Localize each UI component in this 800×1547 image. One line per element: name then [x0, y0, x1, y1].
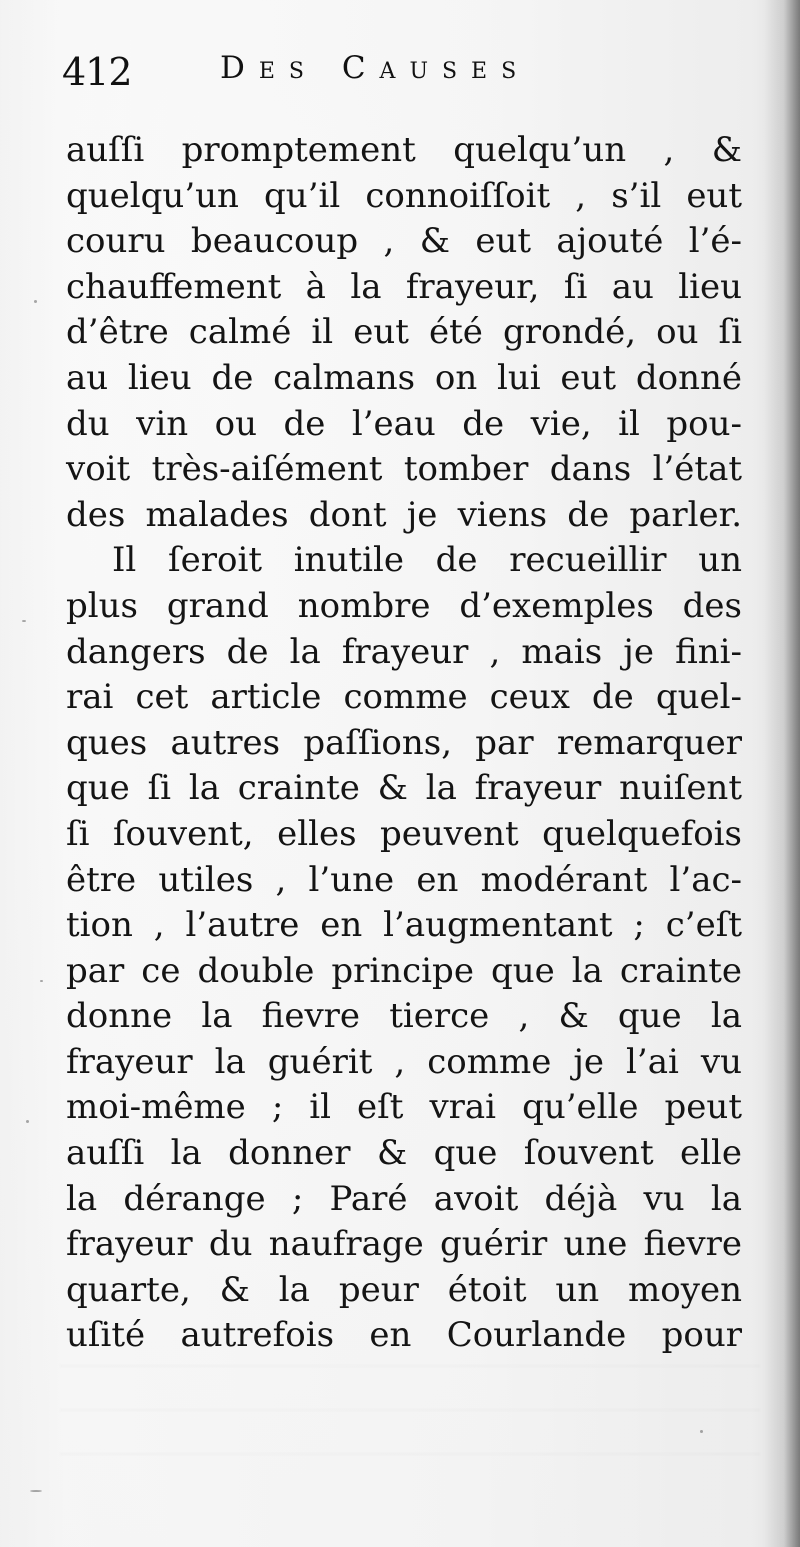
text-line: donne la fievre tierce , & que la	[66, 996, 742, 1037]
text-line: moi-même ; il eſt vrai qu’elle peut	[66, 1087, 742, 1128]
text-line: quelqu’un qu’il connoiſſoit , s’il eut	[66, 175, 742, 216]
paragraph-first-line: Il ſeroit inutile de recueillir un	[112, 540, 742, 581]
text-line: par ce double principe que la crainte	[66, 950, 742, 991]
page-number: 412	[62, 50, 132, 94]
text-line: au lieu de calmans on lui eut donné	[66, 357, 742, 398]
text-line: d’être calmé il eut été grondé, ou ſi	[66, 312, 742, 353]
show-through-bleed	[60, 1365, 760, 1455]
text-line: que ſi la crainte & la frayeur nuiſent	[66, 768, 742, 809]
text-line: auſſi promptement quelqu’un , &	[66, 130, 742, 170]
text-line: du vin ou de l’eau de vie, il pou-	[66, 403, 742, 444]
text-line: tion , l’autre en l’augmentant ; c’eſt	[66, 905, 742, 946]
text-line: ques autres paſſions, par remarquer	[66, 722, 742, 763]
text-line: auſſi la donner & que ſouvent elle	[66, 1133, 742, 1174]
running-head: Des Causes	[220, 50, 531, 86]
text-line: voit très-aiſément tomber dans l’état	[66, 449, 742, 490]
text-line: des malades dont je viens de parler.	[66, 494, 742, 535]
body-text	[66, 128, 742, 1359]
text-line: la dérange ; Paré avoit déjà vu la	[66, 1178, 742, 1219]
text-line: plus grand nombre d’exemples des	[66, 585, 742, 626]
text-line: frayeur la guérit , comme je l’ai vu	[66, 1041, 742, 1082]
text-line: uſité autrefois en Courlande pour	[66, 1315, 742, 1356]
page-gutter-shadow	[764, 0, 800, 1547]
text-line: chauffement à la frayeur, ſi au lieu	[66, 266, 742, 307]
text-line: dangers de la frayeur , mais je fini-	[66, 631, 742, 672]
text-line: ſi ſouvent, elles peuvent quelquefois	[66, 813, 742, 854]
page-header	[62, 46, 742, 106]
text-line: couru beaucoup , & eut ajouté l’é-	[66, 221, 742, 262]
text-line: rai cet article comme ceux de quel-	[66, 677, 742, 718]
text-line: quarte, & la peur étoit un moyen	[66, 1269, 742, 1310]
text-line: frayeur du naufrage guérir une fievre	[66, 1224, 742, 1265]
text-line: être utiles , l’une en modérant l’ac-	[66, 859, 742, 900]
